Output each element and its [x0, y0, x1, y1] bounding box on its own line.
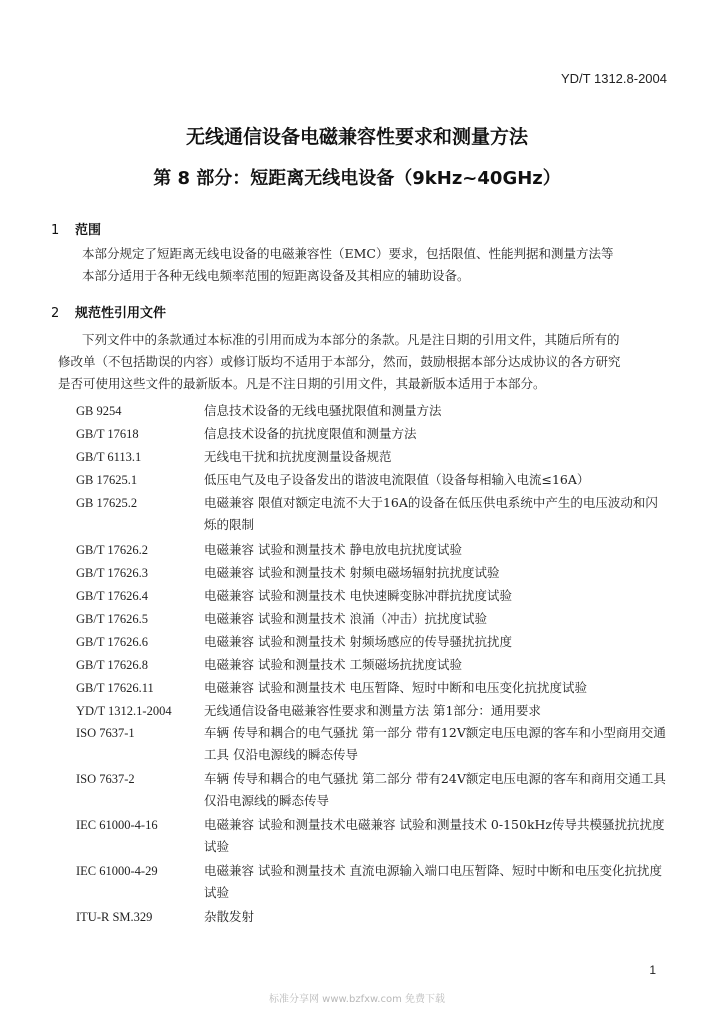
watermark-text: 标准分享网 www.bzfxw.com 免费下载	[269, 994, 445, 1005]
reference-title: 电磁兼容 试验和测量技术 工频磁场抗扰度试验	[204, 657, 462, 672]
reference-title: 电磁兼容 试验和测量技术 直流电源输入端口电压暂降、短时中断和电压变化抗扰度试验	[204, 863, 662, 900]
reference-code: YD/T 1312.1-2004	[76, 704, 172, 718]
reference-code: ITU-R SM.329	[76, 910, 153, 924]
section-2-paragraph	[58, 329, 658, 395]
section-1-line: 本部分规定了短距离无线电设备的电磁兼容性（EMC）要求，包括限值、性能判据和测量方法等	[82, 246, 614, 261]
reference-title: 电磁兼容 试验和测量技术 浪涌（冲击）抗扰度试验	[204, 611, 487, 626]
reference-code: GB/T 17626.8	[76, 658, 148, 672]
reference-code: GB/T 17626.11	[76, 681, 154, 695]
reference-title: 电磁兼容 限值对额定电流不大于16A的设备在低压供电系统中产生的电压波动和闪烁的限制	[204, 495, 658, 532]
reference-title: 信息技术设备的抗扰度限值和测量方法	[204, 426, 417, 441]
reference-code: GB/T 6113.1	[76, 450, 142, 464]
reference-code: ISO 7637-1	[76, 726, 135, 740]
reference-title: 电磁兼容 试验和测量技术 射频电磁场辐射抗扰度试验	[204, 565, 500, 580]
section-2-line: 下列文件中的条款通过本标准的引用而成为本部分的条款。凡是注日期的引用文件，其随后所有的	[82, 332, 620, 347]
document-title-line1: 无线通信设备电磁兼容性要求和测量方法	[185, 126, 528, 148]
standard-code: YD/T 1312.8-2004	[561, 71, 667, 86]
section-2-heading	[51, 302, 166, 321]
section-1-title: 范围	[75, 223, 102, 238]
reference-title: 电磁兼容 试验和测量技术电磁兼容 试验和测量技术 0-150kHz传导共模骚扰抗扰度试验	[204, 817, 665, 854]
section-1-heading	[51, 219, 101, 238]
reference-title: 车辆 传导和耦合的电气骚扰 第二部分 带有24V额定电压电源的客车和商用交通工具 仅沿电源线的瞬态传导	[204, 771, 666, 808]
section-1-number: 1	[51, 223, 60, 238]
page-number: 1	[649, 963, 656, 977]
section-2-number: 2	[51, 306, 60, 321]
reference-code: IEC 61000-4-29	[76, 864, 158, 878]
reference-title: 电磁兼容 试验和测量技术 电压暂降、短时中断和电压变化抗扰度试验	[204, 680, 587, 695]
reference-code: GB/T 17626.3	[76, 566, 148, 580]
reference-code: GB/T 17626.2	[76, 543, 148, 557]
section-2-line: 修改单（不包括勘误的内容）或修订版均不适用于本部分，然而，鼓励根据本部分达成协议的各方研究	[58, 354, 621, 369]
reference-code: GB/T 17626.5	[76, 612, 148, 626]
section-1-line: 本部分适用于各种无线电频率范围的短距离设备及其相应的辅助设备。	[82, 268, 470, 283]
document-title-line2: 第 8 部分：短距离无线电设备（9kHz~40GHz）	[153, 168, 561, 189]
reference-code: ISO 7637-2	[76, 772, 135, 786]
section-1-paragraph	[58, 243, 658, 287]
reference-code: IEC 61000-4-16	[76, 818, 158, 832]
reference-code: GB 17625.1	[76, 473, 138, 487]
reference-code: GB/T 17626.6	[76, 635, 148, 649]
reference-title: 车辆 传导和耦合的电气骚扰 第一部分 带有12V额定电压电源的客车和小型商用交通工具 仅沿电源线的瞬态传导	[204, 725, 666, 762]
reference-title: 无线电干扰和抗扰度测量设备规范	[204, 449, 392, 464]
reference-code: GB/T 17626.4	[76, 589, 148, 603]
reference-title: 信息技术设备的无线电骚扰限值和测量方法	[204, 403, 442, 418]
reference-title: 电磁兼容 试验和测量技术 电快速瞬变脉冲群抗扰度试验	[204, 588, 512, 603]
reference-title: 无线通信设备电磁兼容性要求和测量方法 第1部分：通用要求	[204, 703, 541, 718]
section-2-title: 规范性引用文件	[75, 306, 167, 321]
reference-title: 低压电气及电子设备发出的谐波电流限值（设备每相输入电流≤16A）	[204, 472, 590, 487]
section-2-line: 是否可使用这些文件的最新版本。凡是不注日期的引用文件，其最新版本适用于本部分。	[58, 376, 546, 391]
reference-title: 杂散发射	[204, 909, 255, 924]
reference-code: GB 17625.2	[76, 496, 138, 510]
reference-title: 电磁兼容 试验和测量技术 射频场感应的传导骚扰抗扰度	[204, 634, 512, 649]
reference-code: GB/T 17618	[76, 427, 139, 441]
reference-code: GB 9254	[76, 404, 122, 418]
reference-title: 电磁兼容 试验和测量技术 静电放电抗扰度试验	[204, 542, 462, 557]
